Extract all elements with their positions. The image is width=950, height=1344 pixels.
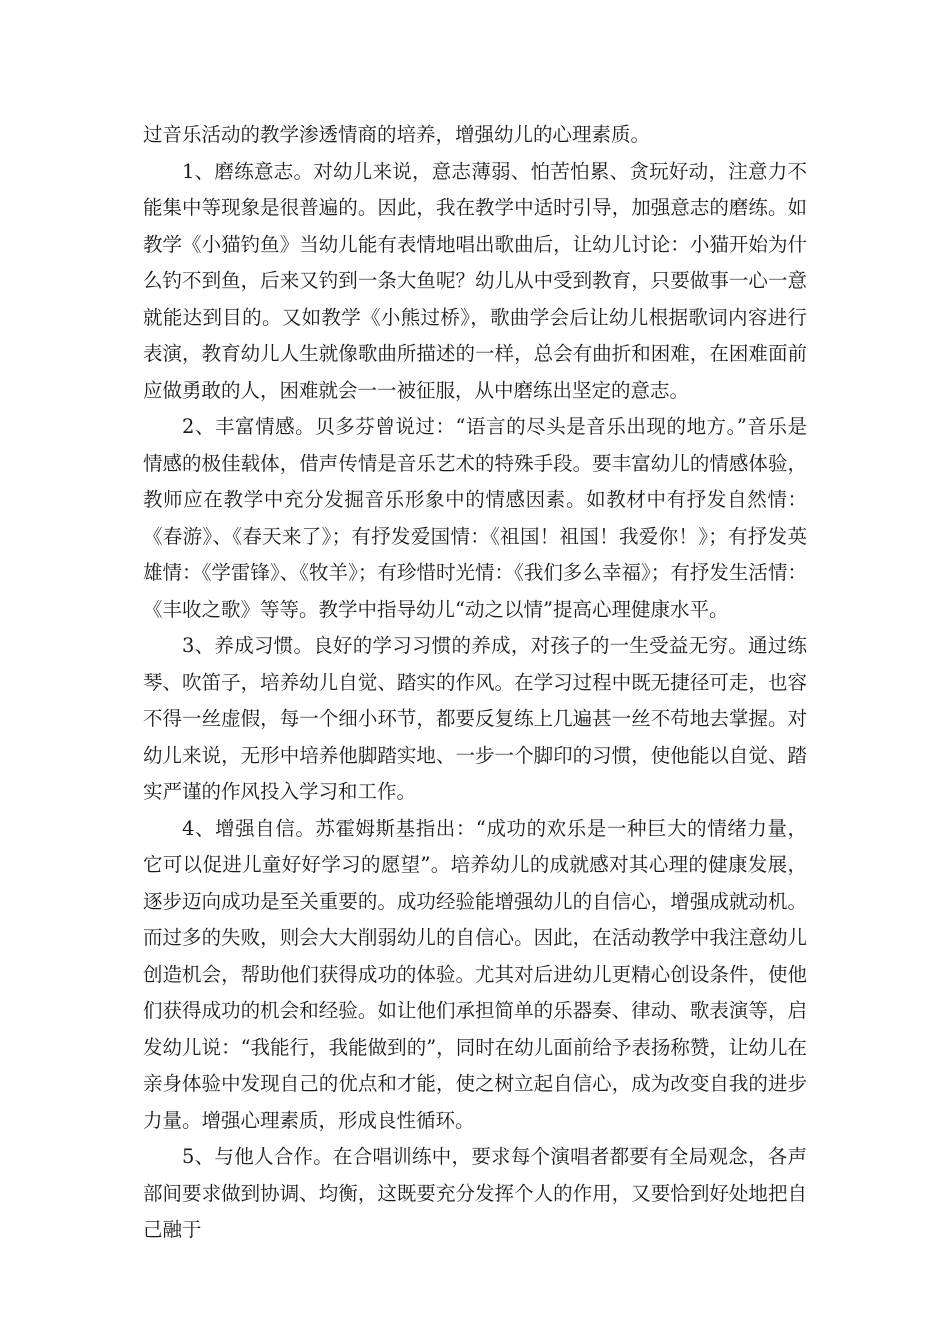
paragraph-habits: 3、养成习惯。良好的学习习惯的养成，对孩子的一生受益无穷。通过练琴、吹笛子，培养幼儿自觉、踏实的作风。在学习过程中既无捷径可走，也容不得一丝虚假，每一个细小环节，都要反复练上几遍甚一丝不苟地去掌握。对幼儿来说，无形中培养他脚踏实地、一步一个脚印的习惯，使他能以自觉、踏实严谨的作风投入学习和工作。: [143, 634, 807, 803]
paragraph-confidence: 4、增强自信。苏霍姆斯基指出：“成功的欢乐是一种巨大的情绪力量，它可以促进儿童好好学习的愿望”。培养幼儿的成就感对其心理的健康发展，逐步迈向成功是至关重要的。成功经验能增强幼儿的自信心，增强成就动机。而过多的失败，则会大大削弱幼儿的自信心。因此，在活动教学中我注意幼儿创造机会，帮助他们获得成功的体验。尤其对后进幼儿更精心创设条件，使他们获得成功的机会和经验。如让他们承担简单的乐器奏、律动、歌表演等，启发幼儿说：“我能行，我能做到的”，同时在幼儿面前给予表扬称赞，让幼儿在亲身体验中发现自己的优点和才能，使之树立起自信心，成为改变自我的进步力量。增强心理素质，形成良性循环。: [143, 816, 807, 1132]
paragraph-willpower: 1、磨练意志。对幼儿来说，意志薄弱、怕苦怕累、贪玩好动，注意力不能集中等现象是很普遍的。因此，我在教学中适时引导，加强意志的磨练。如教学《小猫钓鱼》当幼儿能有表情地唱出歌曲后，让幼儿讨论：小猫开始为什么钓不到鱼，后来又钓到一条大鱼呢？幼儿从中受到教育，只要做事一心一意就能达到目的。又如教学《小熊过桥》，歌曲学会后让幼儿根据歌词内容进行表演，教育幼儿人生就像歌曲所描述的一样，总会有曲折和困难，在困难面前应做勇敢的人，困难就会一一被征服，从中磨练出坚定的意志。: [143, 159, 807, 402]
paragraph-emotion: 2、丰富情感。贝多芬曾说过：“语言的尽头是音乐出现的地方。”音乐是情感的极佳载体，借声传情是音乐艺术的特殊手段。要丰富幼儿的情感体验，教师应在教学中充分发掘音乐形象中的情感因素。如教材中有抒发自然情：《春游》、《春天来了》；有抒发爱国情：《祖国！祖国！我爱你！》；有抒发英雄情：《学雷锋》、《牧羊》；有珍惜时光情：《我们多么幸福》；有抒发生活情：《丰收之歌》等等。教学中指导幼儿“动之以情”提高心理健康水平。: [143, 415, 807, 621]
paragraph-intro-continuation: 过音乐活动的教学渗透情商的培养，增强幼儿的心理素质。: [143, 123, 651, 146]
document-body: [143, 117, 807, 1249]
paragraph-cooperation: 5、与他人合作。在合唱训练中，要求每个演唱者都要有全局观念，各声部间要求做到协调、均衡，这既要充分发挥个人的作用，又要恰到好处地把自己融于: [143, 1145, 807, 1241]
